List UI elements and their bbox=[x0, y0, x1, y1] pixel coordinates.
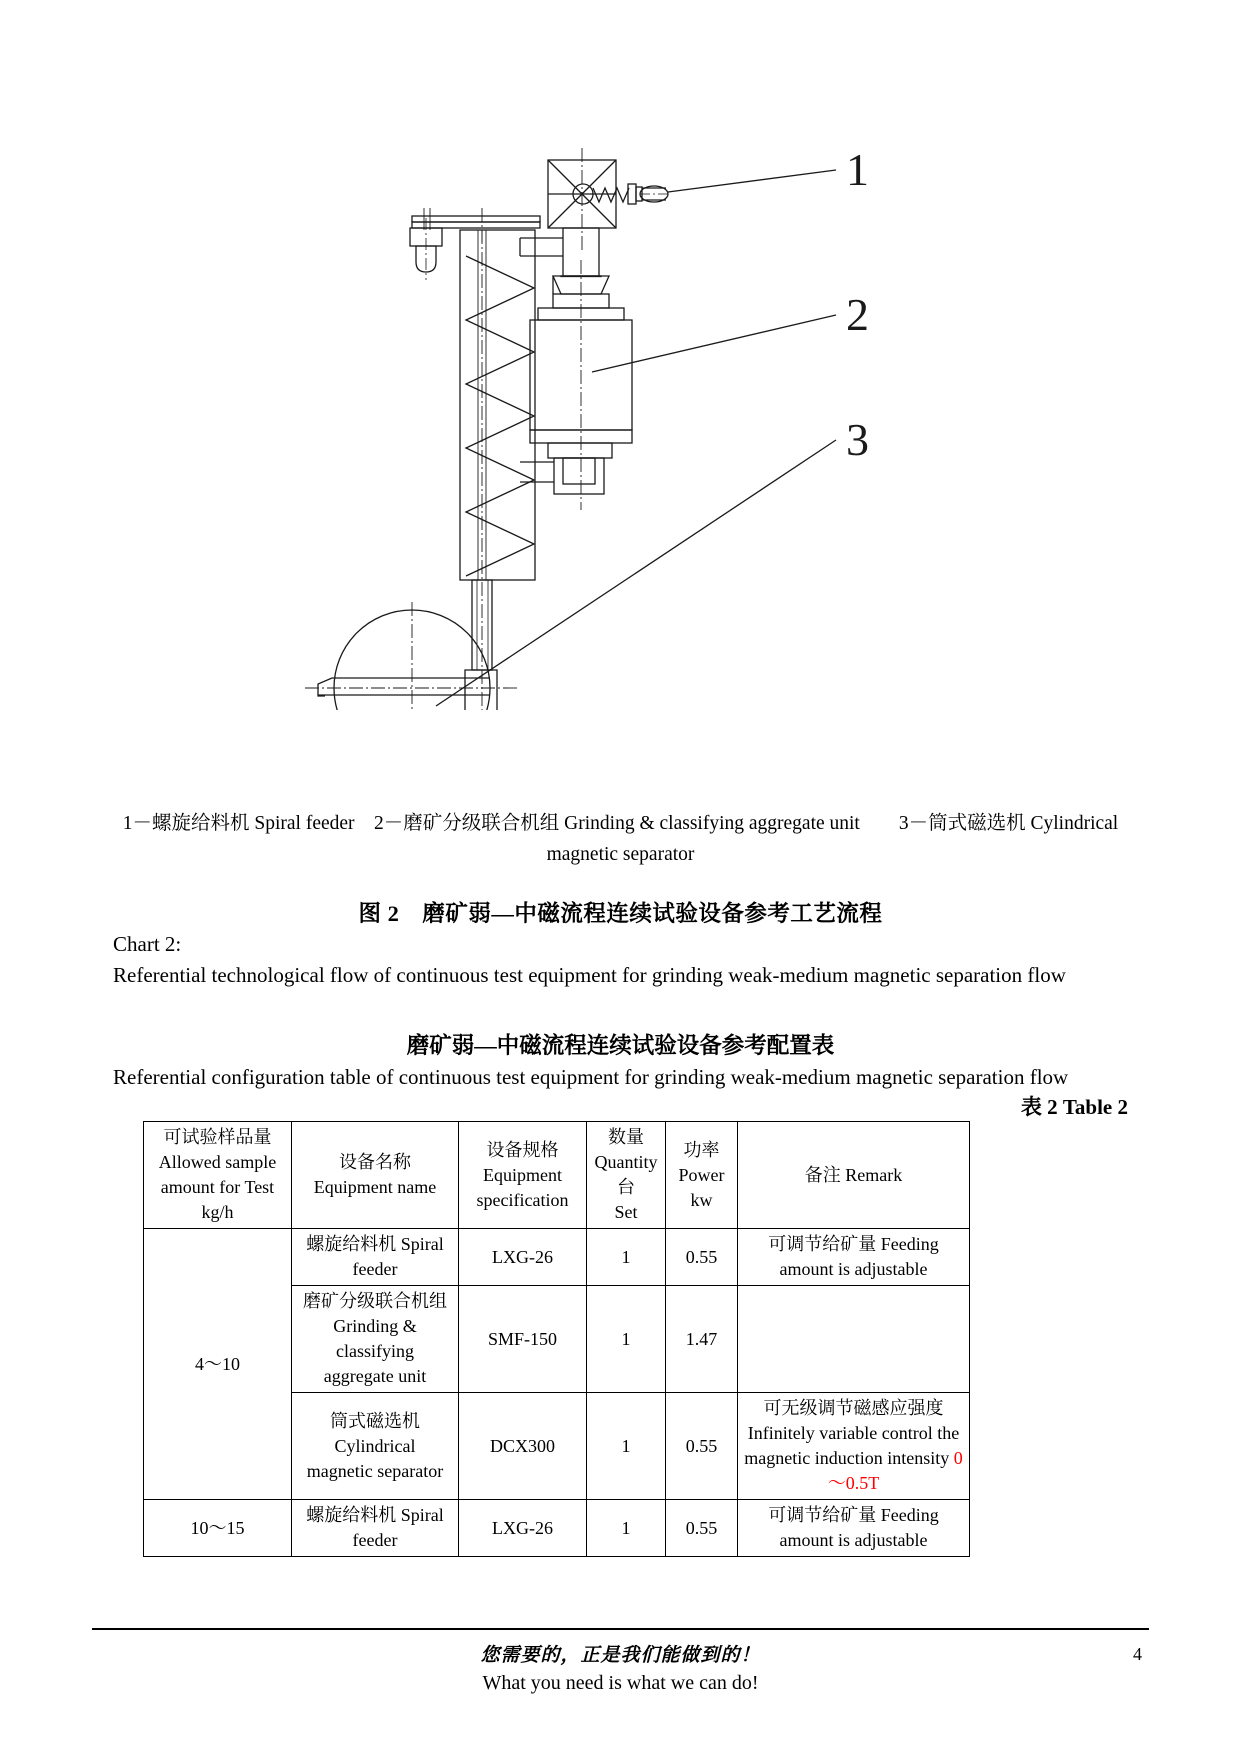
cell-equipment-name: 螺旋给料机 Spiral feeder bbox=[292, 1500, 459, 1557]
table-row bbox=[144, 1500, 970, 1557]
footer-slogan-english: What you need is what we can do! bbox=[482, 1672, 759, 1694]
leader-line-3 bbox=[436, 440, 836, 706]
leader-line-2 bbox=[592, 315, 836, 372]
cell-quantity: 1 bbox=[587, 1393, 666, 1500]
cell-remark: 可调节给矿量 Feeding amount is adjustable bbox=[738, 1500, 970, 1557]
cell-remark bbox=[738, 1286, 970, 1393]
table-header bbox=[144, 1122, 970, 1229]
header-quantity: 数量 Quantity 台 Set bbox=[587, 1122, 666, 1229]
figure-caption: 1－螺旋给料机 Spiral feeder 2－磨矿分级联合机组 Grinding & classifying aggregate unit 3－筒式磁选机 Cylindrical magnetic separator bbox=[122, 813, 1119, 865]
table-header-row bbox=[144, 1122, 970, 1229]
chart-description: Referential technological flow of continuous test equipment for grinding weak-medium magnetic separation flow bbox=[113, 963, 1066, 987]
chart-title-chinese: 图 2 磨矿弱—中磁流程连续试验设备参考工艺流程 bbox=[358, 901, 883, 926]
cell-specification: SMF-150 bbox=[459, 1286, 587, 1393]
header-equipment-name: 设备名称 Equipment name bbox=[292, 1122, 459, 1229]
cell-specification: LXG-26 bbox=[459, 1500, 587, 1557]
cell-power: 0.55 bbox=[666, 1229, 738, 1286]
configuration-table bbox=[143, 1121, 970, 1557]
cell-equipment-name: 磨矿分级联合机组 Grinding & classifying aggregate unit bbox=[292, 1286, 459, 1393]
cell-quantity: 1 bbox=[587, 1229, 666, 1286]
chart-label: Chart 2: bbox=[113, 932, 182, 956]
header-specification: 设备规格 Equipment specification bbox=[459, 1122, 587, 1229]
cell-specification: LXG-26 bbox=[459, 1229, 587, 1286]
leader-line-1 bbox=[668, 170, 836, 192]
table-body bbox=[144, 1229, 970, 1557]
page-number: 4 bbox=[1133, 1644, 1142, 1664]
header-sample-amount: 可试验样品量 Allowed sample amount for Test kg/h bbox=[144, 1122, 292, 1229]
remark-highlight-value: 0～0.5T bbox=[827, 1448, 963, 1493]
cell-power: 1.47 bbox=[666, 1286, 738, 1393]
table-number-label: 表 2 Table 2 bbox=[1020, 1095, 1128, 1119]
cell-power: 0.55 bbox=[666, 1500, 738, 1557]
cell-quantity: 1 bbox=[587, 1286, 666, 1393]
footer-divider bbox=[92, 1628, 1149, 1630]
table-title-chinese: 磨矿弱—中磁流程连续试验设备参考配置表 bbox=[406, 1033, 835, 1058]
cell-equipment-name: 筒式磁选机 Cylindrical magnetic separator bbox=[292, 1393, 459, 1500]
cell-remark: 可调节给矿量 Feeding amount is adjustable bbox=[738, 1229, 970, 1286]
callout-number-2: 2 bbox=[846, 289, 869, 340]
cell-sample-amount: 10～15 bbox=[144, 1500, 292, 1557]
callout-number-3: 3 bbox=[846, 414, 869, 465]
table-row bbox=[144, 1229, 970, 1286]
equipment-diagram bbox=[0, 110, 1241, 710]
cell-quantity: 1 bbox=[587, 1500, 666, 1557]
header-power: 功率 Power kw bbox=[666, 1122, 738, 1229]
configuration-table-container bbox=[143, 1121, 969, 1557]
cell-specification: DCX300 bbox=[459, 1393, 587, 1500]
cell-sample-amount: 4～10 bbox=[144, 1229, 292, 1500]
cell-remark: 可无级调节磁感应强度 Infinitely variable control the magnetic induction intensity 0～0.5T bbox=[738, 1393, 970, 1500]
cell-power: 0.55 bbox=[666, 1393, 738, 1500]
table-description: Referential configuration table of continuous test equipment for grinding weak-medium magnetic separation flow bbox=[113, 1065, 1069, 1089]
callout-number-1: 1 bbox=[846, 144, 869, 195]
header-remark: 备注 Remark bbox=[738, 1122, 970, 1229]
cell-equipment-name: 螺旋给料机 Spiral feeder bbox=[292, 1229, 459, 1286]
footer-slogan-chinese: 您需要的，正是我们能做到的！ bbox=[480, 1644, 761, 1666]
